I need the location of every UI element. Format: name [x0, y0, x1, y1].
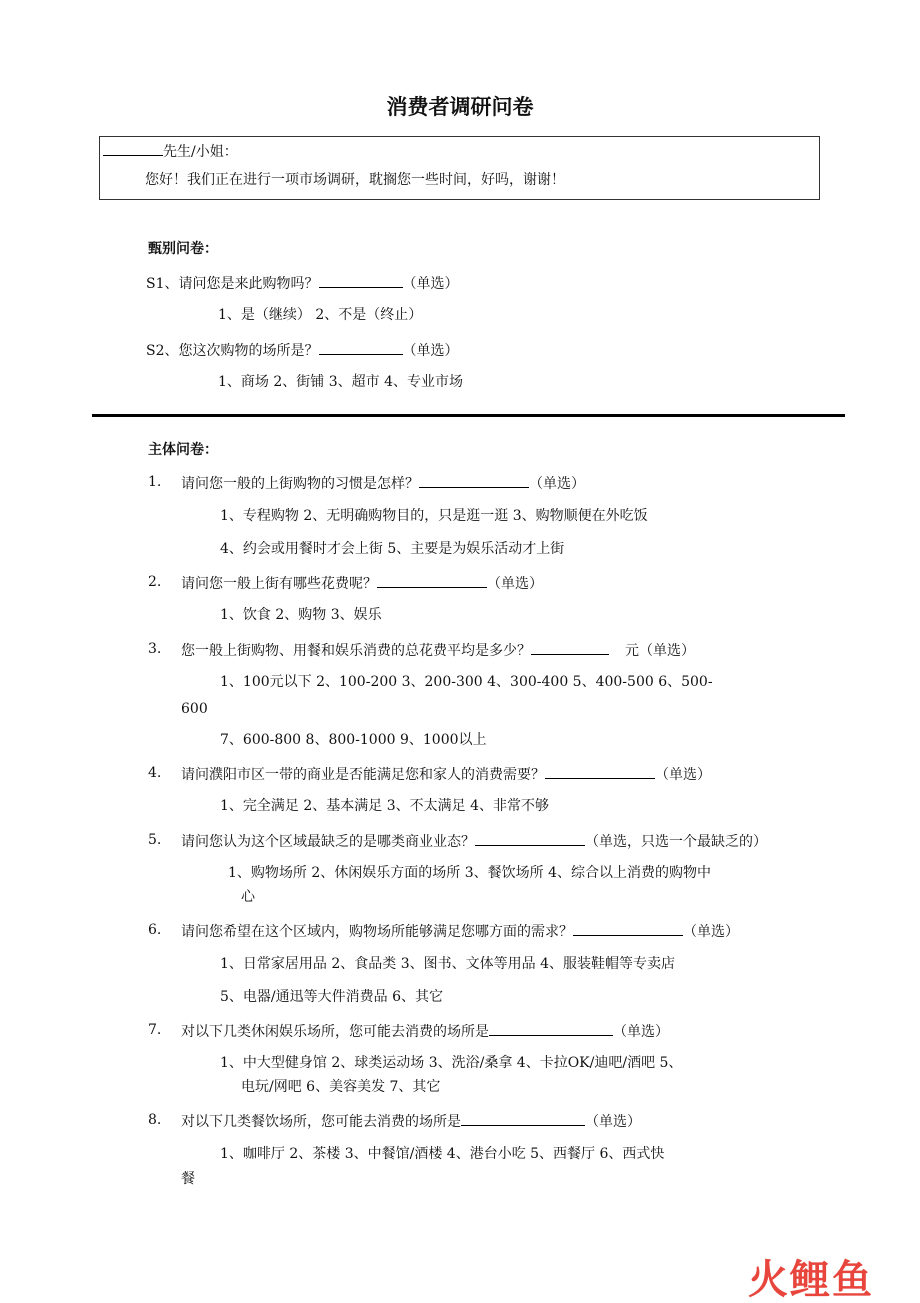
options-5-line-1: 1、购物场所 2、休闲娱乐方面的场所 3、餐饮场所 4、综合以上消费的购物中: [228, 865, 711, 881]
question-3-number: 3.: [148, 641, 162, 657]
options-5-line-1-wrap: 心: [241, 889, 255, 905]
salutation-line: [103, 141, 238, 161]
options-1-line-1: 1、专程购物 2、无明确购物目的，只是逛一逛 3、购物顺便在外吃饭: [220, 508, 648, 524]
answer-blank[interactable]: [545, 764, 655, 779]
answer-blank[interactable]: [475, 831, 585, 846]
intro-box: [99, 136, 820, 200]
options-4-line-1: 1、完全满足 2、基本满足 3、不太满足 4、非常不够: [220, 798, 549, 814]
screening-heading: 甄别问卷：: [148, 241, 218, 257]
question-2-number: 2.: [148, 574, 162, 590]
question-8-number: 8.: [148, 1112, 162, 1128]
question-4-number: 4.: [148, 765, 162, 781]
question-5-number: 5.: [148, 832, 162, 848]
answer-blank[interactable]: [489, 1021, 613, 1036]
section-divider: [92, 414, 845, 417]
question-1-number: 1.: [148, 474, 162, 490]
question-3: 您一般上街购物、用餐和娱乐消费的总花费平均是多少？ 元（单选）: [181, 640, 695, 660]
options-3-line-2: 7、600-800 8、800-1000 9、1000以上: [220, 732, 487, 748]
options-7-line-1: 1、中大型健身馆 2、球类运动场 3、洗浴/桑拿 4、卡拉OK/迪吧/酒吧 5、: [220, 1055, 683, 1071]
answer-blank[interactable]: [461, 1111, 585, 1126]
question-7-number: 7.: [148, 1022, 162, 1038]
name-blank[interactable]: [103, 141, 163, 156]
options-8-line-1-wrap: 餐: [181, 1171, 195, 1187]
options-3-line-1: 1、100元以下 2、100-200 3、200-300 4、300-400 5、400-500 6、500-: [220, 674, 713, 690]
answer-blank[interactable]: [573, 921, 683, 936]
answer-blank[interactable]: [377, 573, 487, 588]
options-6-line-2: 5、电器/通迅等大件消费品 6、其它: [220, 989, 443, 1005]
answer-blank[interactable]: [419, 473, 529, 488]
question-2: 请问您一般上街有哪些花费呢？ （单选）: [181, 573, 543, 593]
options-2-line-1: 1、饮食 2、购物 3、娱乐: [220, 607, 382, 623]
question-1: 请问您一般的上街购物的习惯是怎样？ （单选）: [181, 473, 585, 493]
options-8-line-1: 1、咖啡厅 2、茶楼 3、中餐馆/酒楼 4、港台小吃 5、西餐厅 6、西式快: [220, 1146, 665, 1162]
options-7-line-1-wrap: 电玩/网吧 6、美容美发 7、其它: [241, 1079, 441, 1095]
question-s2: S2、您这次购物的场所是？ （单选）: [146, 340, 459, 360]
options-s2: 1、商场 2、街铺 3、超市 4、专业市场: [218, 374, 463, 390]
options-s1: 1、是（继续） 2、不是（终止）: [218, 307, 423, 323]
greeting-text: 您好！我们正在进行一项市场调研，耽搁您一些时间，好吗，谢谢！: [145, 172, 565, 188]
question-6: 请问您希望在这个区域内，购物场所能够满足您哪方面的需求？ （单选）: [181, 921, 739, 941]
options-3-line-1-wrap: 600: [181, 701, 208, 717]
answer-blank[interactable]: [531, 640, 609, 655]
answer-blank[interactable]: [319, 273, 403, 288]
options-1-line-2: 4、约会或用餐时才会上街 5、主要是为娱乐活动才上街: [220, 541, 565, 557]
salutation-text: 先生/小姐：: [163, 144, 238, 160]
page-title: 消费者调研问卷: [386, 94, 534, 119]
question-4: 请问濮阳市区一带的商业是否能满足您和家人的消费需要？ （单选）: [181, 764, 711, 784]
question-5: 请问您认为这个区域最缺乏的是哪类商业业态？ （单选，只选一个最缺乏的）: [181, 831, 767, 851]
question-8: 对以下几类餐饮场所，您可能去消费的场所是 （单选）: [181, 1111, 641, 1131]
question-7: 对以下几类休闲娱乐场所，您可能去消费的场所是 （单选）: [181, 1021, 669, 1041]
options-6-line-1: 1、日常家居用品 2、食品类 3、图书、文体等用品 4、服装鞋帽等专卖店: [220, 956, 675, 972]
watermark-logo: 火鲤鱼: [748, 1257, 874, 1303]
question-6-number: 6.: [148, 922, 162, 938]
answer-blank[interactable]: [319, 340, 403, 355]
question-s1: S1、请问您是来此购物吗？ （单选）: [146, 273, 459, 293]
main-heading: 主体问卷：: [148, 442, 218, 458]
